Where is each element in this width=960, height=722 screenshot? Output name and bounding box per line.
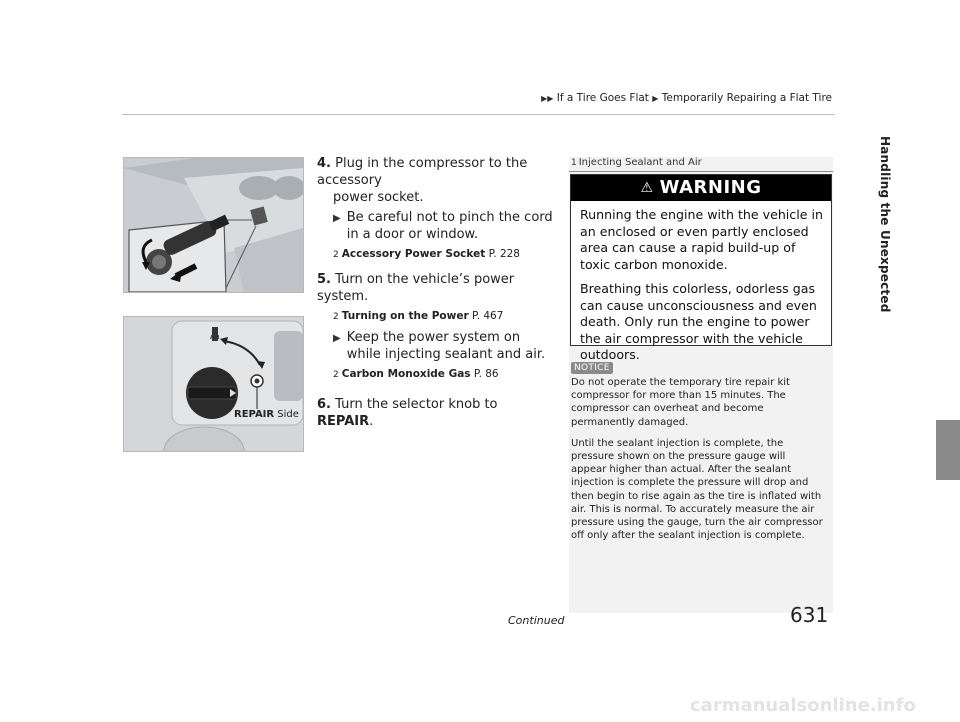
cross-reference-icon: 2 — [333, 370, 339, 380]
selector-knob-figure — [123, 316, 304, 452]
page-header — [0, 92, 960, 112]
watermark: carmanualsonline.info — [690, 695, 916, 716]
cross-reference-icon: 2 — [333, 312, 339, 322]
breadcrumb-arrow-icon: ▶ — [652, 94, 659, 103]
repair-side-callout: REPAIR Side — [234, 409, 299, 420]
ref-accessory-power-socket[interactable]: 2 Accessory Power Socket P. 228 — [333, 248, 520, 260]
info-sidebar-panel — [569, 157, 833, 613]
panel-title: 1 Injecting Sealant and Air — [571, 157, 702, 168]
reference-marker-icon: 1 — [571, 158, 577, 168]
panel-rule — [569, 171, 833, 172]
warning-triangle-icon: ⚠ — [640, 180, 654, 196]
breadcrumb-section[interactable]: If a Tire Goes Flat — [556, 92, 649, 104]
ref-turning-on-the-power[interactable]: 2 Turning on the Power P. 467 — [333, 310, 504, 322]
air-label: AIR — [210, 335, 220, 341]
warning-text: Running the engine with the vehicle in an enclosed or even partly enclosed area can cause a rapid build-up of toxic carbon monoxide. Breathing this colorless, odorless gas can cause unconsciousness and even death. Only run the engine to power the air compressor with the vehicle outdoors. — [580, 207, 823, 362]
notice-text: Do not operate the temporary tire repair kit compressor for more than 15 minutes. The compressor can overheat and become permanently damaged. Until the sealant injection is complete, the pressure shown on the pressure gauge will appear higher than actual. After the sealant injection is complete the pressure will drop and then begin to rise again as the tire is inflated with air. This is normal. To accurately measure the air pressure using the gauge, turn the air compressor off only after the sealant injection is complete. — [571, 377, 823, 542]
step-5: 5. Turn on the vehicle’s power system. 2 Turning on the Power P. 467 ▶ Keep the power system on while injecting sealant and air. 2 Carbon Monoxide Gas P. 86 — [317, 271, 557, 384]
compressor-plug-illustration — [124, 158, 303, 292]
header-rule — [122, 114, 835, 115]
warning-heading: ⚠ WARNING — [571, 175, 831, 201]
instruction-steps — [317, 155, 557, 437]
step-6: 6. Turn the selector knob to REPAIR. — [317, 397, 498, 429]
ref-carbon-monoxide-gas[interactable]: 2 Carbon Monoxide Gas P. 86 — [333, 368, 499, 380]
step-4: 4. Plug in the compressor to the accessory power socket. ▶ Be careful not to pinch the cord in a door or window. 2 Accessory Power Socket P. 228 — [317, 155, 557, 264]
page-number: 631 — [790, 603, 829, 627]
side-thumb-tab — [936, 420, 960, 480]
compressor-plug-figure — [123, 157, 304, 293]
step-4-note: ▶ Be careful not to pinch the cord in a door or window. — [333, 210, 553, 242]
note-arrow-icon: ▶ — [333, 333, 341, 344]
breadcrumb-arrow-icon: ▶▶ — [541, 94, 554, 103]
step-5-note: ▶ Keep the power system on while injecting sealant and air. — [333, 330, 546, 362]
cross-reference-icon: 2 — [333, 250, 339, 260]
continued-label: Continued — [508, 614, 565, 627]
warning-box — [570, 174, 832, 362]
breadcrumb-topic[interactable]: Temporarily Repairing a Flat Tire — [661, 92, 832, 104]
breadcrumb — [541, 92, 832, 104]
notice-badge: NOTICE — [571, 362, 613, 374]
side-section-label: Handling the Unexpected — [878, 136, 892, 313]
note-arrow-icon: ▶ — [333, 213, 341, 224]
